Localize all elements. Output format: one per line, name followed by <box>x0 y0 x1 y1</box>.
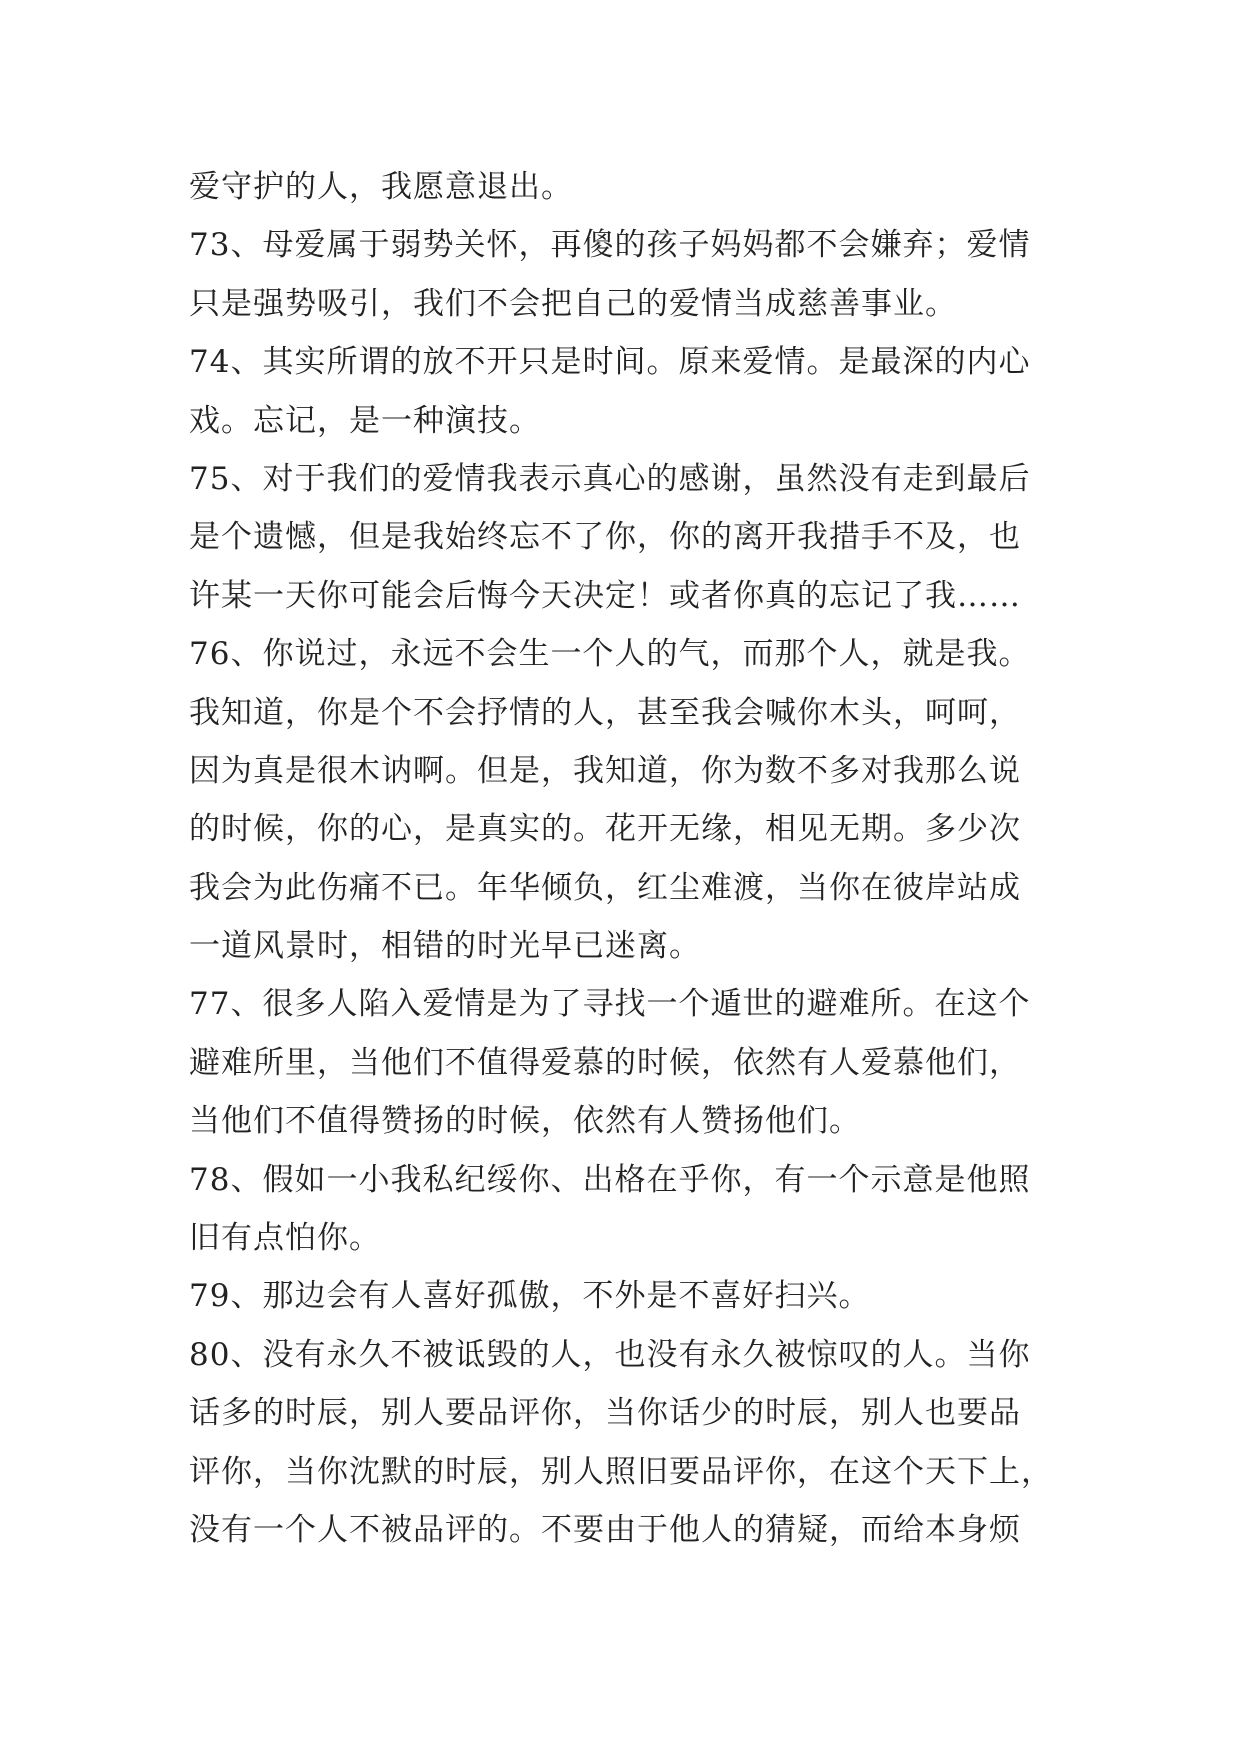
text-line: 戏。忘记，是一种演技。 <box>189 402 541 439</box>
text-line: 旧有点怕你。 <box>189 1220 381 1257</box>
text-line: 的时候，你的心，是真实的。花开无缘，相见无期。多少次 <box>189 811 1021 848</box>
text-line: 78、假如一小我私纪绥你、出格在乎你，有一个示意是他照 <box>189 1161 1031 1198</box>
text-line: 76、你说过，永远不会生一个人的气，而那个人，就是我。 <box>189 636 1031 673</box>
text-line: 当他们不值得赞扬的时候，依然有人赞扬他们。 <box>189 1103 861 1140</box>
text-line: 因为真是很木讷啊。但是，我知道，你为数不多对我那么说 <box>189 752 1021 789</box>
text-line: 我会为此伤痛不已。年华倾负，红尘难渡，当你在彼岸站成 <box>189 869 1021 906</box>
text-line: 75、对于我们的爱情我表示真心的感谢，虽然没有走到最后 <box>189 460 1031 497</box>
body-text <box>189 158 1069 1559</box>
text-line: 79、那边会有人喜好孤傲，不外是不喜好扫兴。 <box>189 1278 871 1315</box>
text-line: 74、其实所谓的放不开只是时间。原来爱情。是最深的内心 <box>189 344 1031 381</box>
text-line: 避难所里，当他们不值得爱慕的时候，依然有人爱慕他们， <box>189 1044 1021 1081</box>
text-line: 爱守护的人，我愿意退出。 <box>189 169 573 205</box>
text-line: 是个遗憾，但是我始终忘不了你，你的离开我措手不及，也 <box>189 519 1021 556</box>
text-line: 77、很多人陷入爱情是为了寻找一个遁世的避难所。在这个 <box>189 986 1031 1023</box>
text-line: 我知道，你是个不会抒情的人，甚至我会喊你木头，呵呵， <box>189 694 1021 731</box>
text-line: 话多的时辰，别人要品评你，当你话少的时辰，别人也要品 <box>189 1395 1021 1432</box>
text-line: 一道风景时，相错的时光早已迷离。 <box>189 928 701 965</box>
text-line: 只是强势吸引，我们不会把自己的爱情当成慈善事业。 <box>189 285 957 322</box>
text-line: 评你，当你沈默的时辰，别人照旧要品评你，在这个天下上， <box>189 1453 1053 1490</box>
text-line: 许某一天你可能会后悔今天决定！或者你真的忘记了我…… <box>189 577 1021 614</box>
text-line: 没有一个人不被品评的。不要由于他人的猜疑，而给本身烦 <box>189 1511 1021 1548</box>
text-line: 80、没有永久不被诋毁的人，也没有永久被惊叹的人。当你 <box>189 1336 1031 1373</box>
text-line: 73、母爱属于弱势关怀，再傻的孩子妈妈都不会嫌弃；爱情 <box>189 227 1031 264</box>
